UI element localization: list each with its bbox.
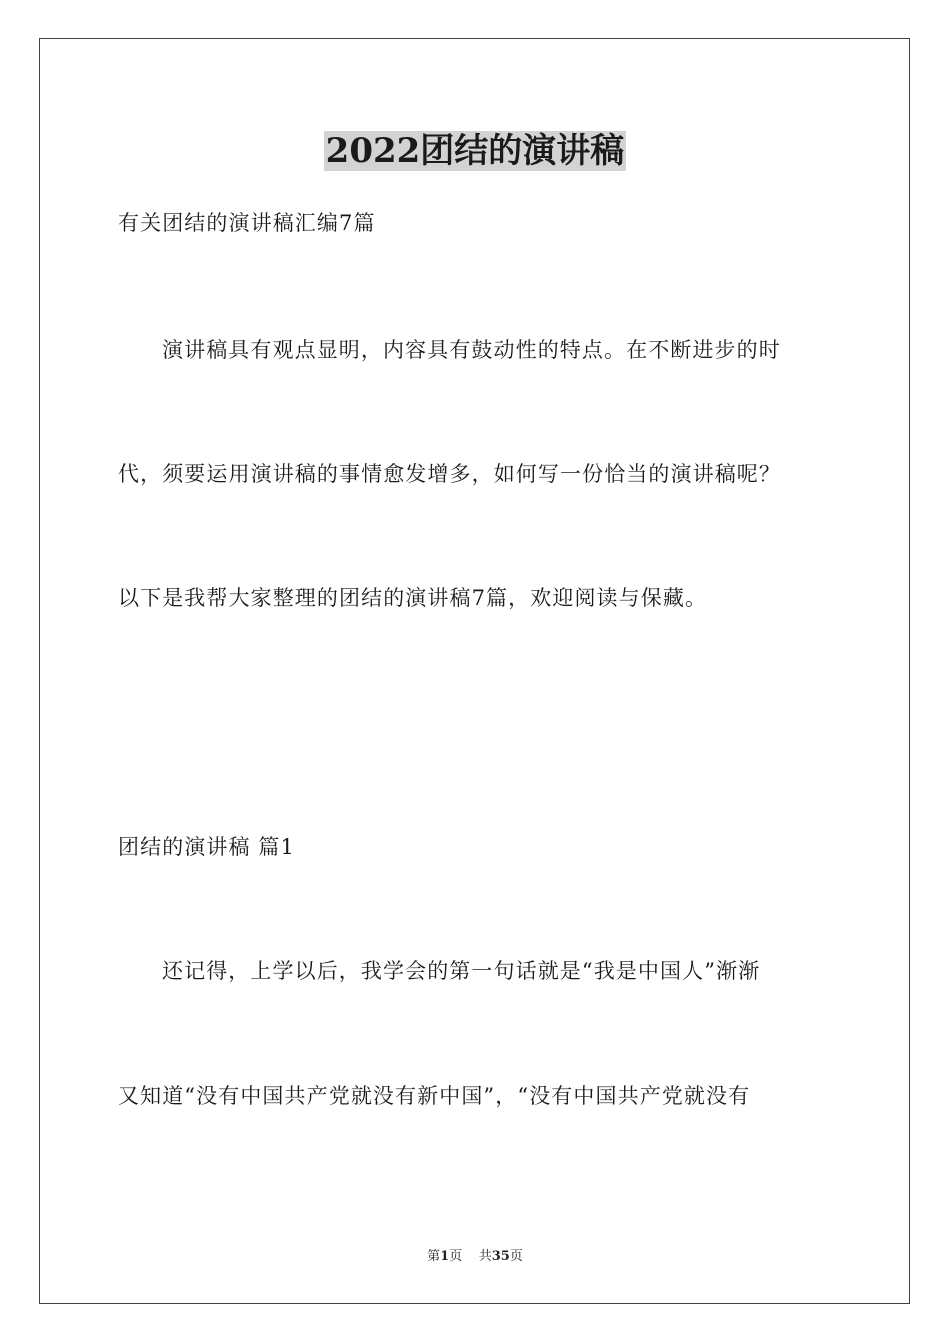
footer-page-total: 35 [491, 1249, 510, 1264]
footer-total-suffix: 页 [509, 1249, 523, 1264]
document-subtitle: 有关团结的演讲稿汇编7篇 [118, 211, 376, 235]
document-title-text: 2022团结的演讲稿 [325, 131, 625, 171]
intro-line-2: 代，须要运用演讲稿的事情愈发增多，如何写一份恰当的演讲稿呢？ [118, 462, 781, 486]
section-heading: 团结的演讲稿 篇1 [118, 835, 295, 859]
intro-line-3: 以下是我帮大家整理的团结的演讲稿7篇，欢迎阅读与保藏。 [118, 586, 708, 610]
footer-page-suffix: 页 [449, 1249, 463, 1264]
footer-page-current: 1 [440, 1249, 450, 1264]
section-line-2: 又知道“没有中国共产党就没有新中国”，“没有中国共产党就没有 [118, 1084, 751, 1108]
page-footer [0, 1247, 950, 1267]
footer-page-prefix: 第 [427, 1249, 441, 1264]
intro-line-1: 演讲稿具有观点显明，内容具有鼓动性的特点。在不断进步的时 [162, 338, 781, 362]
document-title [0, 126, 950, 176]
footer-total-prefix: 共 [478, 1249, 492, 1264]
section-line-1: 还记得，上学以后，我学会的第一句话就是“我是中国人”渐渐 [162, 959, 761, 983]
